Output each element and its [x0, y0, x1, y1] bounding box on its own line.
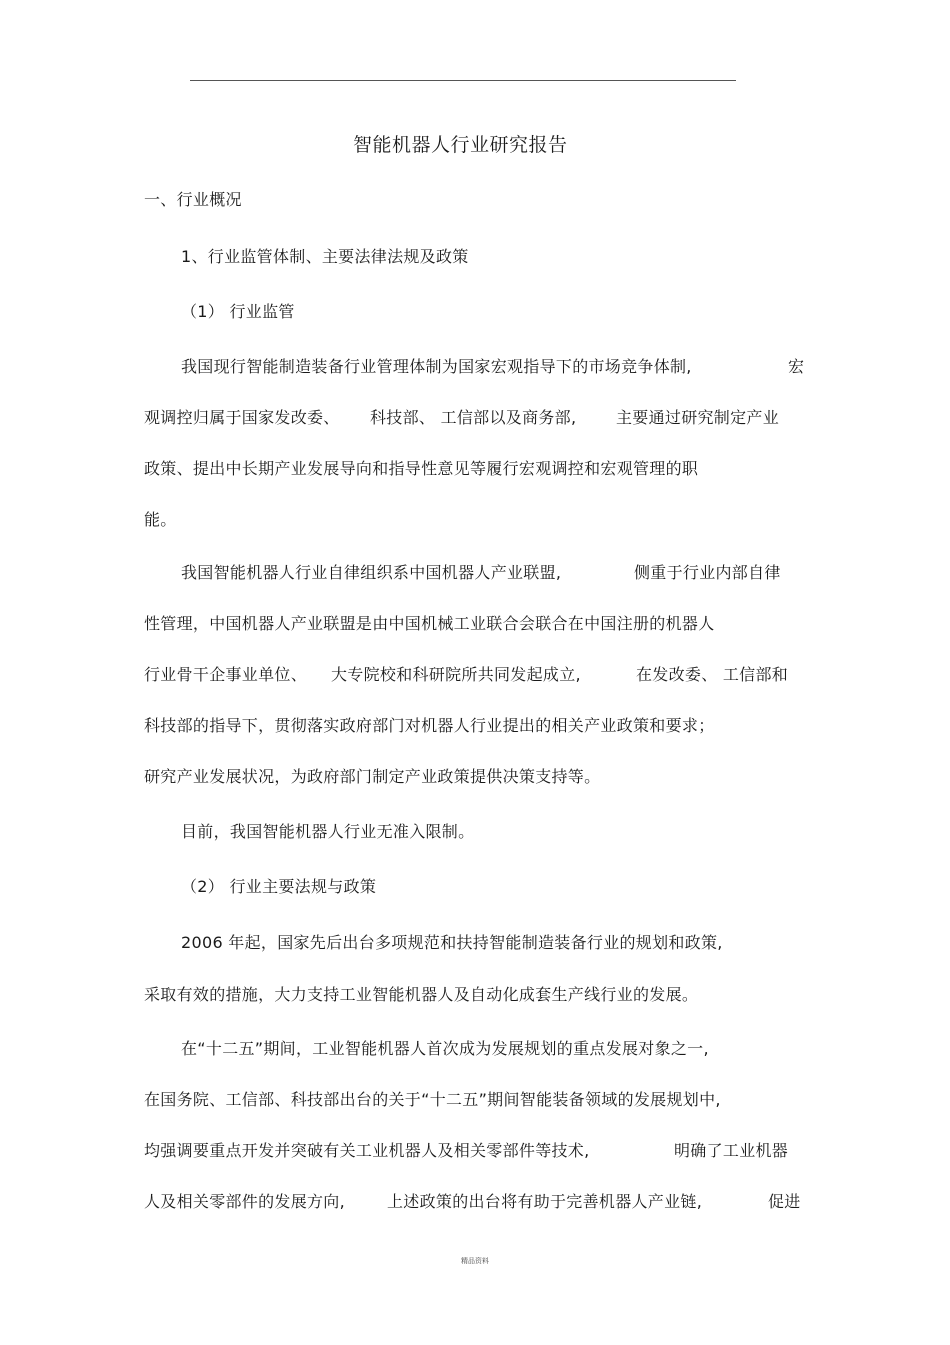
- paragraph-text: 能。: [144, 510, 177, 529]
- paragraph-text: 观调控归属于国家发改委、: [144, 408, 340, 427]
- item-heading-policy: （2） 行业主要法规与政策: [181, 877, 377, 896]
- subsection-heading: 1、行业监管体制、主要法律法规及政策: [181, 247, 469, 266]
- paragraph-text: 科技部、 工信部以及商务部,: [370, 408, 577, 427]
- paragraph-text: 侧重于行业内部自律: [634, 563, 781, 582]
- page-footer: 精品资料: [461, 1257, 489, 1265]
- document-title: 智能机器人行业研究报告: [353, 134, 568, 156]
- paragraph-text: 主要通过研究制定产业: [616, 408, 780, 427]
- paragraph-text: 研究产业发展状况，为政府部门制定产业政策提供决策支持等。: [144, 767, 601, 786]
- paragraph-text: 均强调要重点开发并突破有关工业机器人及相关零部件等技术,: [144, 1141, 590, 1160]
- paragraph-text: 在“十二五”期间，工业智能机器人首次成为发展规划的重点发展对象之一,: [181, 1039, 709, 1058]
- paragraph-text: 目前，我国智能机器人行业无准入限制。: [181, 822, 475, 841]
- paragraph-text: 宏: [788, 357, 805, 376]
- paragraph-text: 明确了工业机器: [674, 1141, 789, 1160]
- paragraph-text: 我国智能机器人行业自律组织系中国机器人产业联盟,: [181, 563, 562, 582]
- paragraph-text: 我国现行智能制造装备行业管理体制为国家宏观指导下的市场竞争体制,: [181, 357, 692, 376]
- paragraph-text: 政策、提出中长期产业发展导向和指导性意见等履行宏观调控和宏观管理的职: [144, 459, 699, 478]
- section-heading: 一、行业概况: [144, 190, 242, 209]
- paragraph-text: 采取有效的措施，大力支持工业智能机器人及自动化成套生产线行业的发展。: [144, 985, 699, 1004]
- paragraph-text: 促进: [768, 1192, 801, 1211]
- paragraph-text: 2006 年起，国家先后出台多项规范和扶持智能制造装备行业的规划和政策,: [181, 933, 723, 952]
- paragraph-text: 人及相关零部件的发展方向,: [144, 1192, 345, 1211]
- paragraph-text: 在国务院、工信部、科技部出台的关于“十二五”期间智能装备领域的发展规划中,: [144, 1090, 721, 1109]
- paragraph-text: 性管理，中国机器人产业联盟是由中国机械工业联合会联合在中国注册的机器人: [144, 614, 715, 633]
- item-heading-regulation: （1） 行业监管: [181, 302, 295, 321]
- header-rule: [190, 80, 736, 81]
- paragraph-text: 大专院校和科研院所共同发起成立,: [331, 665, 581, 684]
- paragraph-text: 在发改委、 工信部和: [636, 665, 789, 684]
- paragraph-text: 行业骨干企事业单位、: [144, 665, 308, 684]
- paragraph-text: 上述政策的出台将有助于完善机器人产业链,: [387, 1192, 703, 1211]
- paragraph-text: 科技部的指导下，贯彻落实政府部门对机器人行业提出的相关产业政策和要求；: [144, 716, 715, 735]
